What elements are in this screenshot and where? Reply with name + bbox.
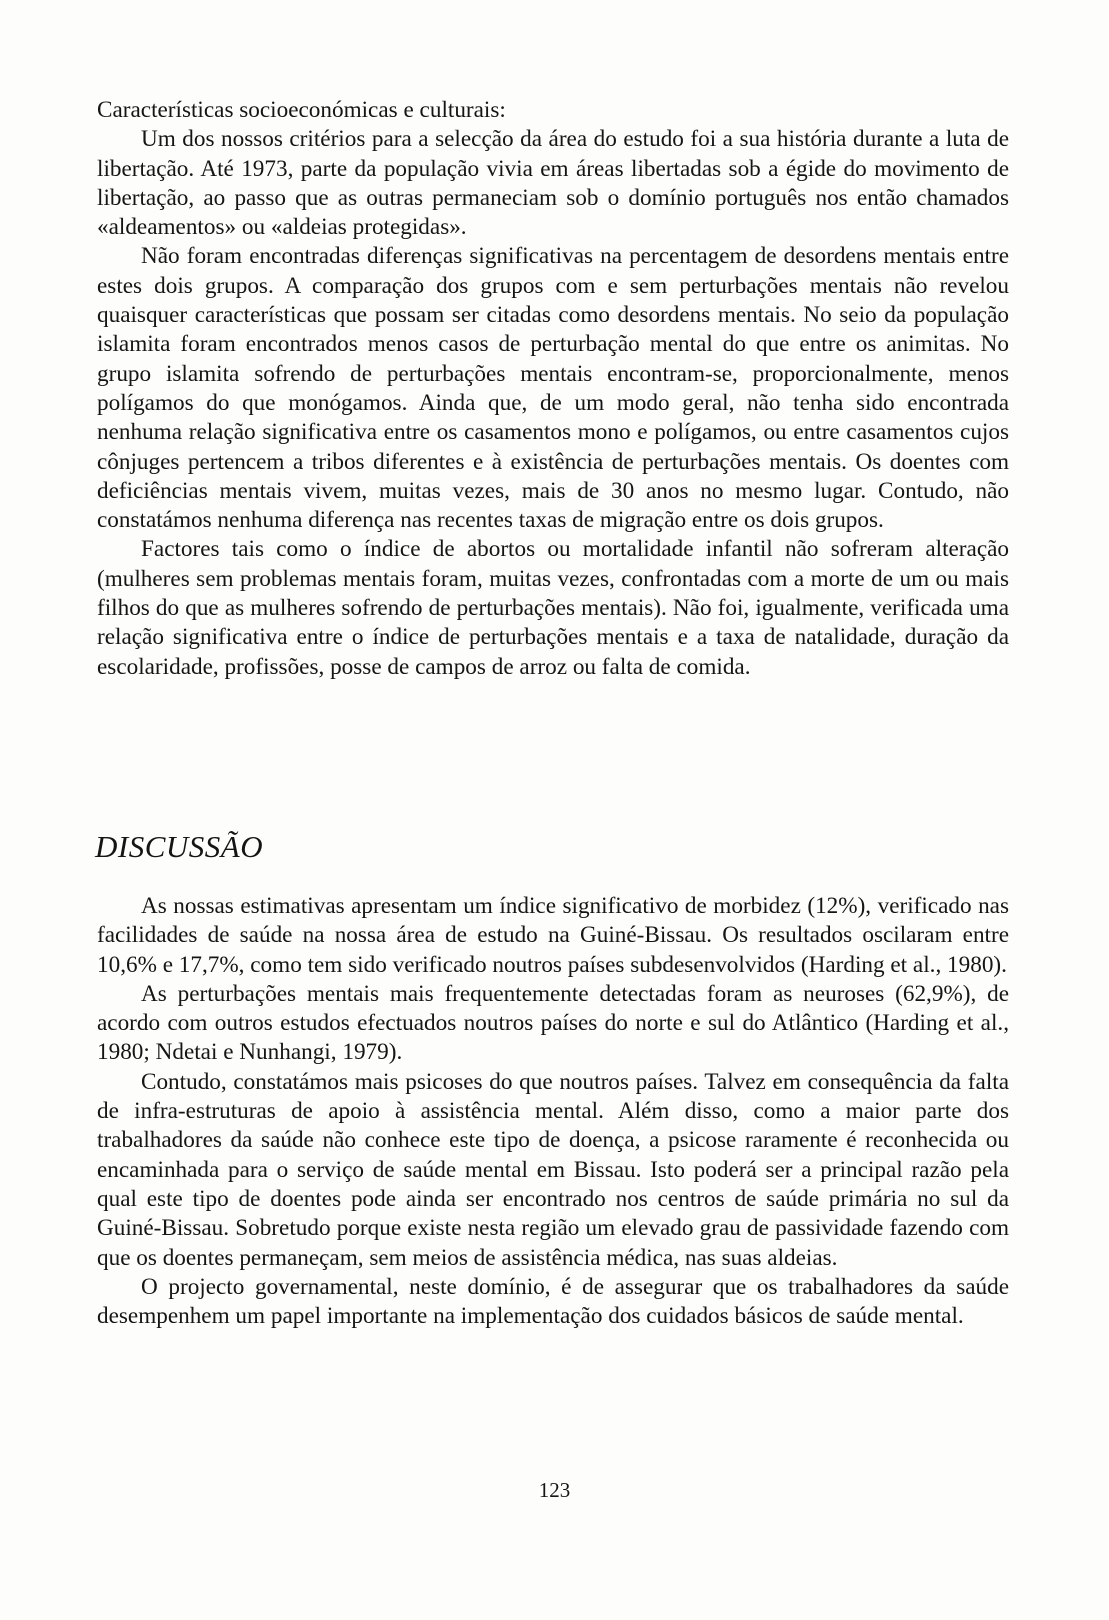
paragraph: Não foram encontradas diferenças significativas na percentagem de desordens mentais entre estes dois grupos. A comparação dos grupos com e sem perturbações mentais não revelou quaisquer características que possam ser citadas como desordens mentais. No seio da população islamita foram encontrados menos casos de perturbação mental do que entre os animitas. No grupo islamita sofrendo de perturbações mentais encontram-se, proporcionalmente, menos polígamos do que monógamos. Ainda que, de um modo geral, não tenha sido encontrada nenhuma relação significativa entre os casamentos mono e polígamos, ou entre casamentos cujos cônjuges pertencem a tribos diferentes e à existência de perturbações mentais. Os doentes com deficiências mentais vivem, muitas vezes, mais de 30 anos no mesmo lugar. Contudo, não constatámos nenhuma diferença nas recentes taxas de migração entre os dois grupos. bbox=[97, 243, 1009, 534]
paragraph: As perturbações mentais mais frequentemente detectadas foram as neuroses (62,9%), de acordo com outros estudos efectuados noutros países do norte e sul do Atlântico (Harding et al., 1980; Ndetai e Nunhangi, 1979). bbox=[97, 980, 1009, 1066]
paragraph: As nossas estimativas apresentam um índice significativo de morbidez (12%), verificado nas facilidades de saúde na nossa área de estudo na Guiné-Bissau. Os resultados oscilaram entre 10,6% e 17,7%, como tem sido verificado noutros países subdesenvolvidos (Harding et al., 1980). bbox=[97, 893, 1009, 978]
section-heading-discussion: DISCUSSÃO bbox=[95, 829, 264, 864]
subheading: Características socioeconómicas e culturais: bbox=[97, 97, 506, 123]
section-discussion bbox=[97, 892, 1009, 1331]
section-socioeconomic bbox=[97, 96, 1009, 682]
paragraph: Factores tais como o índice de abortos ou mortalidade infantil não sofreram alteração (mulheres sem problemas mentais foram, muitas vezes, confrontadas com a morte de um ou mais filhos do que as mulheres sofrendo de perturbações mentais). Não foi, igualmente, verificada uma relação significativa entre o índice de perturbações mentais e a taxa de natalidade, duração da escolaridade, profissões, posse de campos de arroz ou falta de comida. bbox=[97, 536, 1009, 680]
page-number: 123 bbox=[538, 1478, 571, 1502]
paragraph: Um dos nossos critérios para a selecção da área do estudo foi a sua história durante a luta de libertação. Até 1973, parte da população vivia em áreas libertadas sob a égide do movimento de libertação, ao passo que as outras permaneciam sob o domínio português nos então chamados «aldeamentos» ou «aldeias protegidas». bbox=[97, 126, 1009, 241]
paragraph: O projecto governamental, neste domínio, é de assegurar que os trabalhadores da saúde desempenhem um papel importante na implementação dos cuidados básicos de saúde mental. bbox=[97, 1273, 1009, 1330]
paragraph: Contudo, constatámos mais psicoses do que noutros países. Talvez em consequência da falta de infra-estruturas de apoio à assistência mental. Além disso, como a maior parte dos trabalhadores da saúde não conhece este tipo de doença, a psicose raramente é reconhecida ou encaminhada para o serviço de saúde mental em Bissau. Isto poderá ser a principal razão pela qual este tipo de doentes pode ainda ser encontrado nos centros de saúde primária no sul da Guiné-Bissau. Sobretudo porque existe nesta região um elevado grau de passividade fazendo com que os doentes permaneçam, sem meios de assistência médica, nas suas aldeias. bbox=[97, 1068, 1009, 1271]
